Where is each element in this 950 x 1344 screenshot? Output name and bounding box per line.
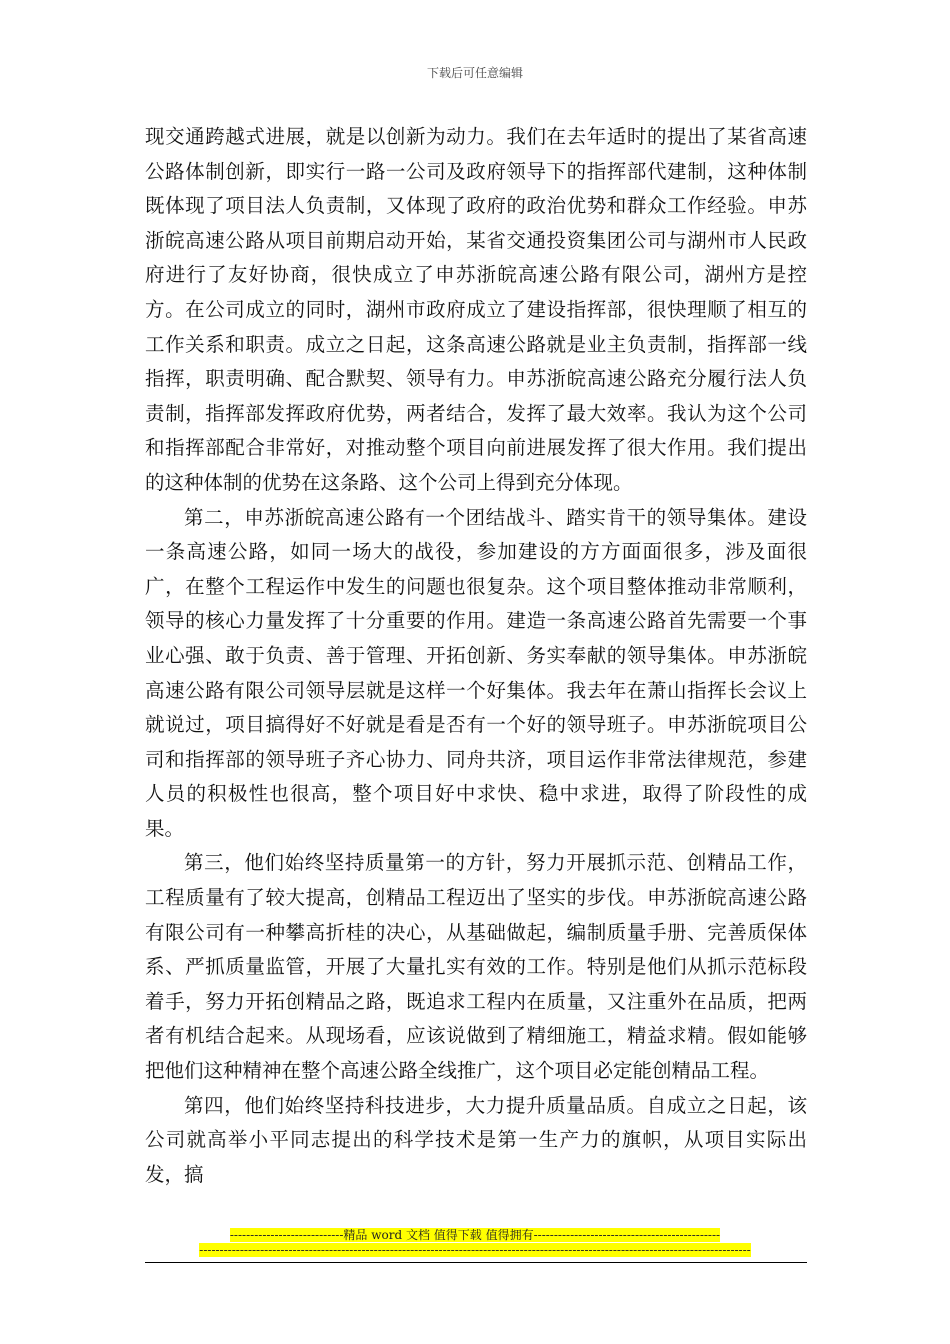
page-header: 下载后可任意编辑 (426, 66, 523, 80)
paragraph-2: 第二，申苏浙皖高速公路有一个团结战斗、踏实肯干的领导集体。建设一条高速公路，如同一场大的战役，参加建设的方方面面很多，涉及面很广，在整个工程运作中发生的问题也很复杂。这个项目整体推动非常顺利，领导的核心力量发挥了十分重要的作用。建造一条高速公路首先需要一个事业心强、敢于负责、善于管理、开拓创新、务实奉献的领导集体。申苏浙皖高速公路有限公司领导层就是这样一个好集体。我去年在萧山指挥长会议上就说过，项目搞得好不好就是看是否有一个好的领导班子。申苏浙皖项目公司和指挥部的领导班子齐心协力、同舟共济，项目运作非常法律规范，参建人员的积极性也很高，整个项目好中求快、稳中求进，取得了阶段性的成果。 (145, 505, 807, 840)
footer-divider (145, 1262, 807, 1263)
paragraph-3: 第三，他们始终坚持质量第一的方针，努力开展抓示范、创精品工作，工程质量有了较大提高，创精品工程迈出了坚实的步伐。申苏浙皖高速公路有限公司有一种攀高折桂的决心，从基础做起，编制质量手册、完善质保体系、严抓质量监管，开展了大量扎实有效的工作。特别是他们从抓示范标段着手，努力开拓创精品之路，既追求工程内在质量，又注重外在品质，把两者有机结合起来。从现场看，应该说做到了精细施工，精益求精。假如能够把他们这种精神在整个高速公路全线推广，这个项目必定能创精品工程。 (145, 851, 807, 1083)
paragraph-4: 第四，他们始终坚持科技进步，大力提升质量品质。自成立之日起，该公司就高举小平同志提出的科学技术是第一生产力的旗帜，从项目实际出发，搞 (145, 1093, 807, 1186)
footer-banner (176, 1228, 774, 1258)
footer-banner-line-2: ---------------------------------------------------------------------------------------------------------------------------------------- (199, 1243, 751, 1257)
footer-banner-line-1: ----------------------------精品 word 文档 值得下载 值得拥有---------------------------------------------- (229, 1228, 721, 1242)
paragraph-1: 现交通跨越式进展，就是以创新为动力。我们在去年适时的提出了某省高速公路体制创新，即实行一路一公司及政府领导下的指挥部代建制，这种体制既体现了项目法人负责制，又体现了政府的政治优势和群众工作经验。申苏浙皖高速公路从项目前期启动开始，某省交通投资集团公司与湖州市人民政府进行了友好协商，很快成立了申苏浙皖高速公路有限公司，湖州方是控方。在公司成立的同时，湖州市政府成立了建设指挥部，很快理顺了相互的工作关系和职责。成立之日起，这条高速公路就是业主负责制，指挥部一线指挥，职责明确、配合默契、领导有力。申苏浙皖高速公路充分履行法人负责制，指挥部发挥政府优势，两者结合，发挥了最大效率。我认为这个公司和指挥部配合非常好，对推动整个项目向前进展发挥了很大作用。我们提出的这种体制的优势在这条路、这个公司上得到充分体现。 (145, 125, 807, 494)
document-body (145, 120, 807, 1192)
